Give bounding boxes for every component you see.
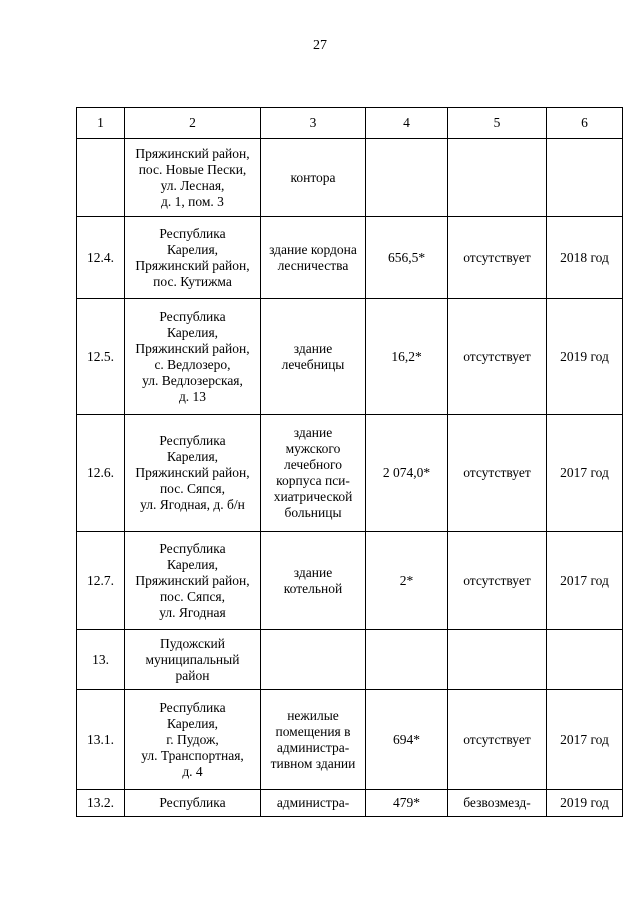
table-header-row bbox=[77, 108, 623, 139]
table-row bbox=[77, 415, 623, 532]
object-cell: здание котельной bbox=[261, 532, 366, 630]
object-cell: здание лечебницы bbox=[261, 299, 366, 415]
year-cell: 2017 год bbox=[547, 690, 623, 790]
area-cell bbox=[366, 139, 448, 217]
year-cell: 2017 год bbox=[547, 532, 623, 630]
table-row bbox=[77, 790, 623, 817]
encumbrance-cell: безвозмезд- bbox=[448, 790, 547, 817]
table-row bbox=[77, 299, 623, 415]
address-cell: Республика Карелия, Пряжинский район, пос. Сяпся, ул. Ягодная bbox=[125, 532, 261, 630]
row-number: 12.5. bbox=[77, 299, 125, 415]
address-cell: Республика Карелия, Пряжинский район, с. Ведлозеро, ул. Ведлозерская, д. 13 bbox=[125, 299, 261, 415]
object-cell bbox=[261, 630, 366, 690]
encumbrance-cell bbox=[448, 139, 547, 217]
address-cell: Республика Карелия, г. Пудож, ул. Транспортная, д. 4 bbox=[125, 690, 261, 790]
address-cell: Республика Карелия, Пряжинский район, пос. Кутижма bbox=[125, 217, 261, 299]
table-row bbox=[77, 217, 623, 299]
column-header-6: 6 bbox=[547, 108, 623, 139]
column-header-4: 4 bbox=[366, 108, 448, 139]
year-cell: 2017 год bbox=[547, 415, 623, 532]
property-table bbox=[76, 107, 623, 817]
table-row bbox=[77, 630, 623, 690]
object-cell: контора bbox=[261, 139, 366, 217]
area-cell: 656,5* bbox=[366, 217, 448, 299]
encumbrance-cell: отсутствует bbox=[448, 217, 547, 299]
address-cell: Республика bbox=[125, 790, 261, 817]
encumbrance-cell: отсутствует bbox=[448, 690, 547, 790]
object-cell: здание мужского лечебного корпуса пси- хиатрической больницы bbox=[261, 415, 366, 532]
address-cell: Пудожский муниципальный район bbox=[125, 630, 261, 690]
object-cell: нежилые помещения в администра- тивном здании bbox=[261, 690, 366, 790]
page-number: 27 bbox=[313, 38, 327, 53]
year-cell: 2018 год bbox=[547, 217, 623, 299]
encumbrance-cell: отсутствует bbox=[448, 532, 547, 630]
row-number: 13.2. bbox=[77, 790, 125, 817]
year-cell bbox=[547, 630, 623, 690]
encumbrance-cell: отсутствует bbox=[448, 299, 547, 415]
table-row bbox=[77, 532, 623, 630]
year-cell: 2019 год bbox=[547, 299, 623, 415]
object-cell: здание кордона лесничества bbox=[261, 217, 366, 299]
column-header-3: 3 bbox=[261, 108, 366, 139]
row-number: 13. bbox=[77, 630, 125, 690]
row-number: 13.1. bbox=[77, 690, 125, 790]
address-cell: Пряжинский район, пос. Новые Пески, ул. Лесная, д. 1, пом. 3 bbox=[125, 139, 261, 217]
address-cell: Республика Карелия, Пряжинский район, пос. Сяпся, ул. Ягодная, д. б/н bbox=[125, 415, 261, 532]
column-header-1: 1 bbox=[77, 108, 125, 139]
area-cell: 2* bbox=[366, 532, 448, 630]
column-header-2: 2 bbox=[125, 108, 261, 139]
row-number: 12.4. bbox=[77, 217, 125, 299]
encumbrance-cell bbox=[448, 630, 547, 690]
table-row bbox=[77, 690, 623, 790]
column-header-5: 5 bbox=[448, 108, 547, 139]
area-cell: 694* bbox=[366, 690, 448, 790]
year-cell bbox=[547, 139, 623, 217]
row-number bbox=[77, 139, 125, 217]
object-cell: администра- bbox=[261, 790, 366, 817]
area-cell: 2 074,0* bbox=[366, 415, 448, 532]
encumbrance-cell: отсутствует bbox=[448, 415, 547, 532]
area-cell: 16,2* bbox=[366, 299, 448, 415]
row-number: 12.6. bbox=[77, 415, 125, 532]
area-cell bbox=[366, 630, 448, 690]
table-row bbox=[77, 139, 623, 217]
row-number: 12.7. bbox=[77, 532, 125, 630]
year-cell: 2019 год bbox=[547, 790, 623, 817]
area-cell: 479* bbox=[366, 790, 448, 817]
